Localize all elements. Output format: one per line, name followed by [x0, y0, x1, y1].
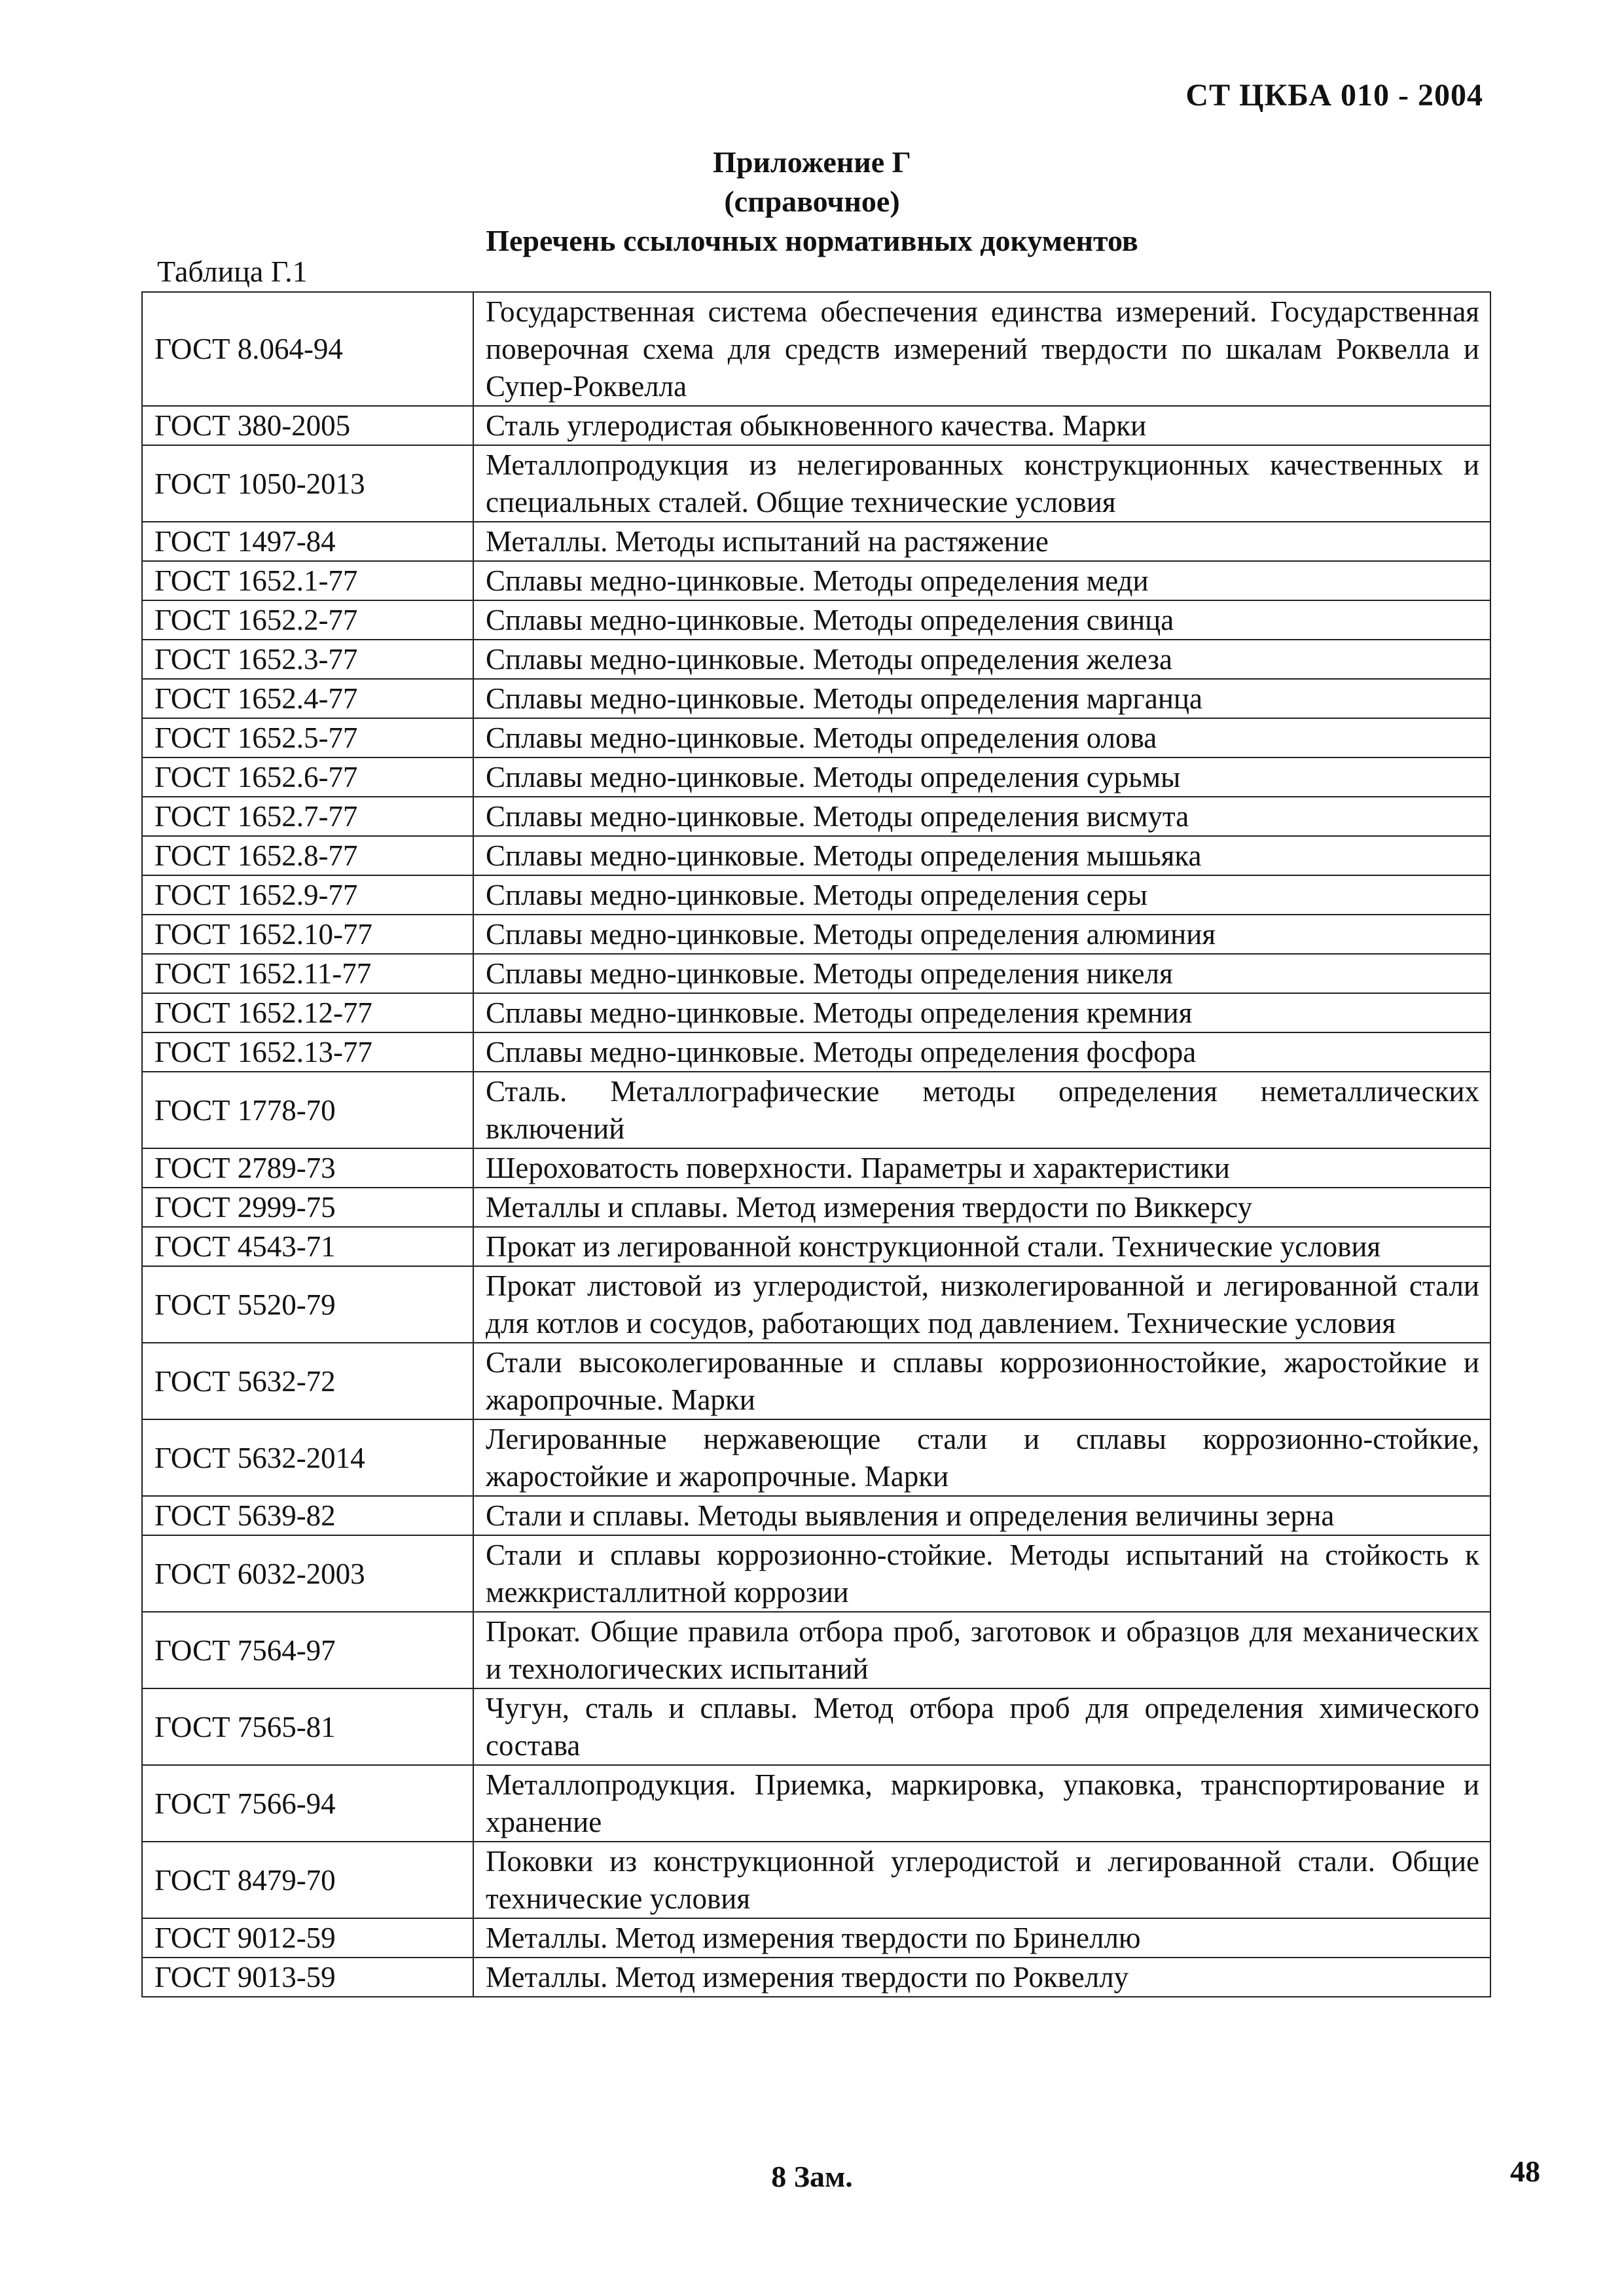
- page-number: 48: [1510, 2155, 1540, 2188]
- document-code-cell: ГОСТ 1652.12-77: [142, 993, 473, 1032]
- document-code-cell: ГОСТ 5520-79: [142, 1266, 473, 1343]
- document-title-cell: Прокат листовой из углеродистой, низколегированной и легированной стали для котлов и сосудов, работающих под давлением. Технические условия: [473, 1266, 1490, 1343]
- table-row: [142, 522, 1490, 561]
- document-title-cell: Шероховатость поверхности. Параметры и характеристики: [473, 1148, 1490, 1188]
- document-title-cell: Прокат. Общие правила отбора проб, заготовок и образцов для механических и технологических испытаний: [473, 1612, 1490, 1688]
- table-row: [142, 600, 1490, 640]
- document-title-cell: Стали и сплавы коррозионно-стойкие. Методы испытаний на стойкость к межкристаллитной коррозии: [473, 1535, 1490, 1612]
- document-title-cell: Сплавы медно-цинковые. Методы определения фосфора: [473, 1032, 1490, 1072]
- table-row: [142, 1343, 1490, 1419]
- document-code-cell: ГОСТ 7565-81: [142, 1688, 473, 1765]
- table-row: [142, 1688, 1490, 1765]
- document-code-cell: ГОСТ 5632-72: [142, 1343, 473, 1419]
- document-title-cell: Металлы. Метод измерения твердости по Роквеллу: [473, 1958, 1490, 1997]
- document-code-cell: ГОСТ 8.064-94: [142, 292, 473, 406]
- document-code: СТ ЦКБА 010 - 2004: [1185, 78, 1483, 113]
- document-title-cell: Сплавы медно-цинковые. Методы определения марганца: [473, 679, 1490, 718]
- table-row: [142, 406, 1490, 445]
- appendix-title-line1: Приложение Г: [713, 145, 911, 179]
- table-row: [142, 640, 1490, 679]
- document-code-cell: ГОСТ 7566-94: [142, 1765, 473, 1842]
- table-row: [142, 1072, 1490, 1148]
- table-row: [142, 1148, 1490, 1188]
- document-code-cell: ГОСТ 380-2005: [142, 406, 473, 445]
- document-code-cell: ГОСТ 8479-70: [142, 1842, 473, 1918]
- document-title-cell: Металлы. Метод измерения твердости по Бринеллю: [473, 1918, 1490, 1958]
- document-title-cell: Металлы и сплавы. Метод измерения твердости по Виккерсу: [473, 1188, 1490, 1227]
- document-title-cell: Сплавы медно-цинковые. Методы определения меди: [473, 561, 1490, 600]
- table-row: [142, 993, 1490, 1032]
- document-code-cell: ГОСТ 1778-70: [142, 1072, 473, 1148]
- document-title-cell: Стали высоколегированные и сплавы коррозионностойкие, жаростойкие и жаропрочные. Марки: [473, 1343, 1490, 1419]
- change-note: 8 Зам.: [771, 2160, 853, 2193]
- document-title-cell: Металлопродукция. Приемка, маркировка, упаковка, транспортирование и хранение: [473, 1765, 1490, 1842]
- table-row: [142, 679, 1490, 718]
- document-title-cell: Сплавы медно-цинковые. Методы определения никеля: [473, 954, 1490, 993]
- document-code-cell: ГОСТ 2789-73: [142, 1148, 473, 1188]
- document-title-cell: Металлопродукция из нелегированных конструкционных качественных и специальных сталей. Общие технические условия: [473, 445, 1490, 522]
- document-code-cell: ГОСТ 1497-84: [142, 522, 473, 561]
- reference-documents-table: [141, 291, 1491, 1997]
- document-title-cell: Поковки из конструкционной углеродистой и легированной стали. Общие технические условия: [473, 1842, 1490, 1918]
- table-row: [142, 1188, 1490, 1227]
- table-row: [142, 1419, 1490, 1496]
- table-row: [142, 1842, 1490, 1918]
- appendix-title-line2: (справочное): [724, 185, 900, 218]
- document-title-cell: Стали и сплавы. Методы выявления и определения величины зерна: [473, 1496, 1490, 1535]
- document-title-cell: Легированные нержавеющие стали и сплавы коррозионно-стойкие, жаростойкие и жаропрочные. Марки: [473, 1419, 1490, 1496]
- table-caption: Таблица Г.1: [157, 255, 308, 288]
- document-code-cell: ГОСТ 1652.4-77: [142, 679, 473, 718]
- table-row: [142, 797, 1490, 836]
- document-code-cell: ГОСТ 1652.1-77: [142, 561, 473, 600]
- document-title-cell: Сталь углеродистая обыкновенного качества. Марки: [473, 406, 1490, 445]
- table-row: [142, 915, 1490, 954]
- table-row: [142, 1612, 1490, 1688]
- document-code-cell: ГОСТ 6032-2003: [142, 1535, 473, 1612]
- document-title-cell: Сплавы медно-цинковые. Методы определения мышьяка: [473, 836, 1490, 875]
- document-code-cell: ГОСТ 1652.13-77: [142, 1032, 473, 1072]
- table-row: [142, 1496, 1490, 1535]
- appendix-title-line3: Перечень ссылочных нормативных документов: [486, 224, 1138, 257]
- document-title-cell: Чугун, сталь и сплавы. Метод отбора проб для определения химического состава: [473, 1688, 1490, 1765]
- document-code-cell: ГОСТ 5639-82: [142, 1496, 473, 1535]
- document-title-cell: Сплавы медно-цинковые. Методы определения кремния: [473, 993, 1490, 1032]
- document-code-cell: ГОСТ 5632-2014: [142, 1419, 473, 1496]
- table-row: [142, 718, 1490, 757]
- document-code-cell: ГОСТ 1652.9-77: [142, 875, 473, 915]
- document-code-cell: ГОСТ 4543-71: [142, 1227, 473, 1266]
- table-row: [142, 836, 1490, 875]
- document-code-cell: ГОСТ 9012-59: [142, 1918, 473, 1958]
- document-code-cell: ГОСТ 2999-75: [142, 1188, 473, 1227]
- document-code-cell: ГОСТ 1652.10-77: [142, 915, 473, 954]
- table-row: [142, 1266, 1490, 1343]
- document-title-cell: Сплавы медно-цинковые. Методы определения алюминия: [473, 915, 1490, 954]
- table-row: [142, 1765, 1490, 1842]
- document-code-cell: ГОСТ 1050-2013: [142, 445, 473, 522]
- document-title-cell: Государственная система обеспечения единства измерений. Государственная поверочная схема для средств измерений твердости по шкалам Роквелла и Супер-Роквелла: [473, 292, 1490, 406]
- table-row: [142, 292, 1490, 406]
- document-code-cell: ГОСТ 1652.3-77: [142, 640, 473, 679]
- document-code-cell: ГОСТ 7564-97: [142, 1612, 473, 1688]
- table-row: [142, 1918, 1490, 1958]
- table-row: [142, 875, 1490, 915]
- table-row: [142, 445, 1490, 522]
- reference-table-body: [142, 292, 1490, 1997]
- appendix-title: [0, 143, 1624, 261]
- table-row: [142, 1535, 1490, 1612]
- document-title-cell: Металлы. Методы испытаний на растяжение: [473, 522, 1490, 561]
- table-row: [142, 954, 1490, 993]
- document-code-cell: ГОСТ 9013-59: [142, 1958, 473, 1997]
- document-title-cell: Сплавы медно-цинковые. Методы определения сурьмы: [473, 757, 1490, 797]
- document-title-cell: Прокат из легированной конструкционной стали. Технические условия: [473, 1227, 1490, 1266]
- document-title-cell: Сталь. Металлографические методы определения неметаллических включений: [473, 1072, 1490, 1148]
- table-row: [142, 1958, 1490, 1997]
- table-row: [142, 1227, 1490, 1266]
- document-title-cell: Сплавы медно-цинковые. Методы определения висмута: [473, 797, 1490, 836]
- document-code-cell: ГОСТ 1652.5-77: [142, 718, 473, 757]
- document-code-cell: ГОСТ 1652.2-77: [142, 600, 473, 640]
- document-code-cell: ГОСТ 1652.8-77: [142, 836, 473, 875]
- table-row: [142, 561, 1490, 600]
- document-code-cell: ГОСТ 1652.11-77: [142, 954, 473, 993]
- document-title-cell: Сплавы медно-цинковые. Методы определения железа: [473, 640, 1490, 679]
- document-title-cell: Сплавы медно-цинковые. Методы определения свинца: [473, 600, 1490, 640]
- document-title-cell: Сплавы медно-цинковые. Методы определения серы: [473, 875, 1490, 915]
- table-row: [142, 757, 1490, 797]
- document-code-cell: ГОСТ 1652.7-77: [142, 797, 473, 836]
- document-code-cell: ГОСТ 1652.6-77: [142, 757, 473, 797]
- table-row: [142, 1032, 1490, 1072]
- document-title-cell: Сплавы медно-цинковые. Методы определения олова: [473, 718, 1490, 757]
